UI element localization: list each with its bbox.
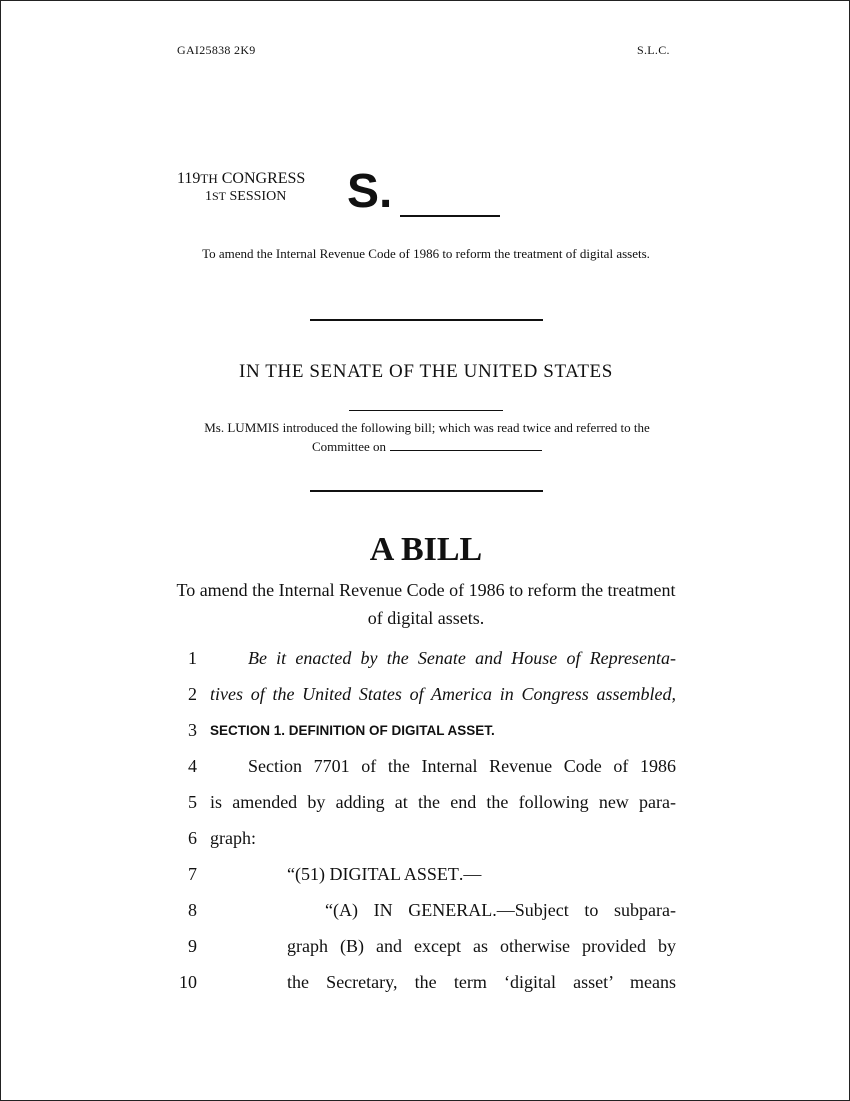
congress-number: 119: [177, 170, 201, 187]
session-word: SESSION: [226, 189, 287, 204]
line-number: 7: [188, 864, 197, 884]
introduction-statement: [177, 418, 677, 456]
congress-label: [177, 170, 305, 187]
subparagraph-number: “(A): [325, 900, 374, 920]
bill-line-text: graph (B) and except as otherwise provided by: [287, 936, 676, 956]
paragraph-title: DIGITAL ASSET: [329, 864, 459, 884]
paragraph-dash: .—: [458, 864, 482, 884]
session-number: 1: [205, 189, 212, 204]
subparagraph-heading: [287, 900, 676, 921]
subparagraph-text: .—Subject to subpara-: [492, 900, 676, 920]
bill-line-text: the Secretary, the term ‘digital asset’ means: [287, 972, 676, 992]
bill-line: [287, 900, 676, 921]
bill-line-text: graph:: [210, 828, 256, 848]
bill-line: [210, 684, 676, 705]
slc-label: S.L.C.: [637, 43, 670, 57]
bill-line: [210, 756, 676, 777]
line-number: 8: [188, 900, 197, 920]
introduced-text: introduced the following bill; which was read twice and referred to the Committee on: [279, 420, 650, 454]
bill-line: [210, 792, 676, 813]
committee-blank: [390, 440, 542, 451]
paragraph-number: “(51): [287, 864, 330, 884]
sponsor-name: LUMMIS: [227, 420, 280, 435]
line-number: 6: [188, 828, 197, 848]
section-heading: SECTION 1. DEFINITION OF DIGITAL ASSET.: [210, 723, 495, 738]
subparagraph-title: IN GENERAL: [373, 900, 493, 920]
divider-rule-short: [349, 410, 503, 411]
enacting-clause-text: Be it enacted by the Senate and House of Representa-: [248, 648, 676, 668]
bill-line-text: is amended by adding at the end the following new para-: [210, 792, 676, 812]
bill-line: [287, 936, 676, 957]
paragraph-heading: [287, 864, 481, 885]
enacting-clause-text: tives of the United States of America in Congress assembled,: [210, 684, 676, 704]
divider-rule: [310, 319, 543, 321]
bill-line: [210, 648, 676, 669]
long-title: To amend the Internal Revenue Code of 1986 to reform the treatment of digital assets.: [176, 580, 676, 628]
line-number: 2: [188, 684, 197, 704]
line-number: 1: [188, 648, 197, 668]
line-number: 4: [188, 756, 197, 776]
session-label: [205, 189, 286, 205]
short-title: To amend the Internal Revenue Code of 1986 to reform the treatment of digital assets.: [202, 246, 650, 261]
congress-suffix: TH: [200, 171, 218, 186]
senate-heading: IN THE SENATE OF THE UNITED STATES: [239, 361, 613, 382]
line-number: 3: [188, 720, 197, 740]
line-number: 5: [188, 792, 197, 812]
congress-word: CONGRESS: [217, 170, 306, 187]
sponsor-title: Ms.: [204, 420, 228, 435]
line-number: 9: [188, 936, 197, 956]
bill-number-blank: [400, 215, 500, 217]
bill-line: [287, 972, 676, 993]
bill-number-prefix: S.: [347, 165, 393, 218]
document-id: GAI25838 2K9: [177, 43, 256, 57]
divider-rule: [310, 490, 543, 492]
session-suffix: ST: [212, 189, 227, 203]
line-number: 10: [179, 972, 197, 992]
bill-line-text: Section 7701 of the Internal Revenue Code of 1986: [248, 756, 676, 776]
bill-heading: A BILL: [369, 531, 483, 568]
